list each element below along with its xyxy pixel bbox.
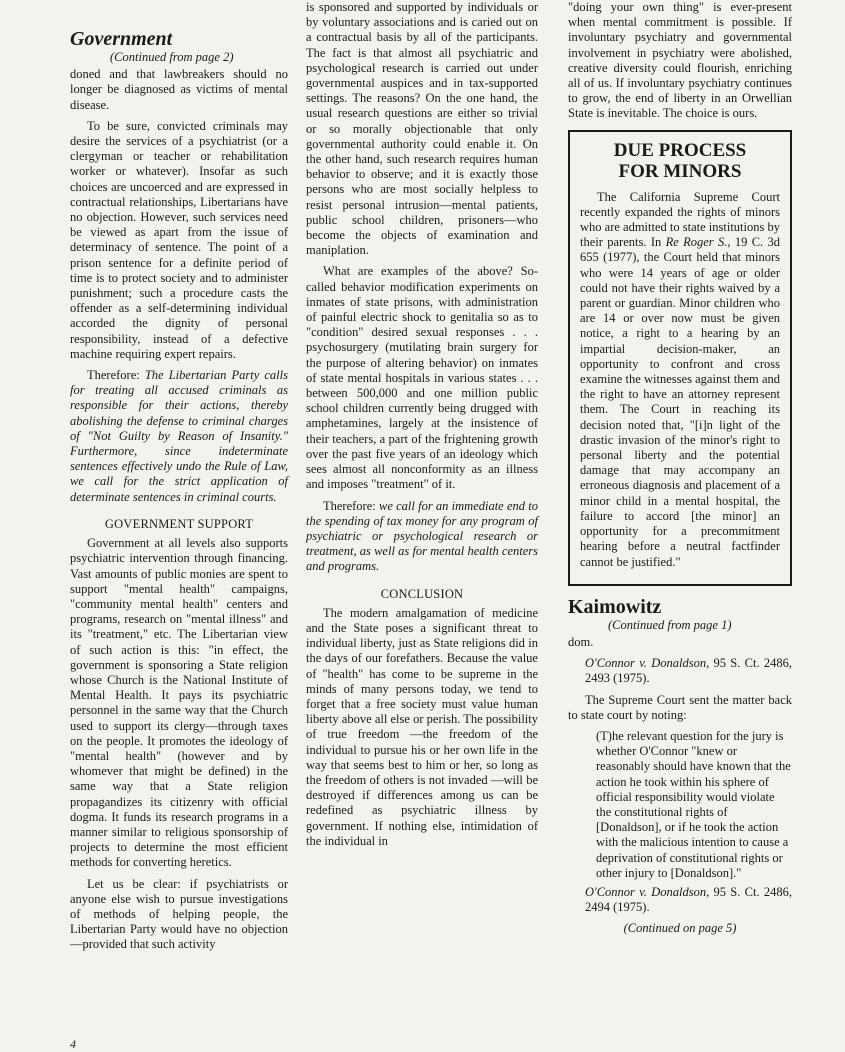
citation-text: 95 S. Ct. 2486, 2493 (1975).	[585, 656, 793, 686]
paragraph: The modern amalgamation of medicine and the State poses a significant threat to individual liberty, just as State religions did in the days of our forefathers. Because the value of "health" has come to be supreme in the minds of many persons today, we tend to forget that a free society must value human liberty above all else or perish. The possibility of true freedom —the freedom of the individual to pursue his or her own life in the way that seems best to him or her, so long as the freedom of others is not invaded —will be destroyed if differences among us can be redefined as psychiatric illness by government. If nothing else, intimidation of the individual in	[306, 605, 538, 848]
case-name: Re Roger S.,	[665, 235, 731, 250]
citation	[568, 885, 792, 915]
box-text: The California Supreme Court recently expanded the rights of minors who are admitted to state institutions by their parents. In	[580, 189, 780, 250]
sidebar-box-due-process	[568, 130, 792, 586]
paragraph: is sponsored and supported by individuals or by voluntary associations and is caried out on a contractual basis by all of the participants. The fact is that almost all psychiatric and psychological research is carried out under governmental auspices and in tax-supported settings. The reasons? On the one hand, the usual research questions are either so trivial or so morally objectionable that only governmental authority could enable it. On the other hand, such research requires human behavior to observe; and it is exactly those persons who are most socially helpless to resist personal intrusion—mental patients, public school children, prisoners—who become the objects of examination and maniplation.	[306, 0, 538, 258]
page-number: 4	[70, 1037, 76, 1051]
block-quote: (T)he relevant question for the jury is whether O'Connor "knew or reasonably should have known that the action he took within his sphere of official responsibility would violate the constitutional rights of [Donaldson], or if he took the action with the malicious intention to cause a deprivation of constitutional rights or other injury to [Donaldson]."	[596, 728, 791, 880]
section-heading-kaimowitz: Kaimowitz	[568, 595, 662, 618]
paragraph: The Supreme Court sent the matter back to state court by noting:	[568, 692, 792, 722]
paragraph: What are examples of the above? So-called behavior modification experiments on inmates of state prisons, with administration of painful electric shock to genitalia so as to "condition" desired sexual responses . . . psychosurgery (mutilating brain surgery for the purpose of altering behavior) on inmates of state mental hospitals in various states . . . between 500,000 and one million public school children currently being drugged with amphetamines, largely at the insistence of their teachers, a part of the frightening growth over the past five years of an ideology which sees almost all nonconformity as an illness and imposes "treatment" of it.	[306, 264, 538, 492]
paragraph: doned and that lawbreakers should no longer be diagnosed as victims of mental disease.	[70, 67, 288, 112]
resolution-paragraph	[306, 499, 538, 575]
paragraph: Let us be clear: if psychiatrists or anyone else wish to pursue investigations of methods of helping people, the Libertarian Party would have no objection—provided that such activity	[70, 876, 288, 952]
box-title-line-2: FOR MINORS	[618, 160, 742, 182]
box-paragraph	[580, 190, 780, 570]
citation-text: 95 S. Ct. 2486, 2494 (1975).	[585, 884, 793, 915]
resolution-text: we call for an immediate end to the spending of tax money for any program of psychiatric or psychological research or treatment, as well as for mental health centers and programs.	[306, 498, 538, 574]
therefore-lead: Therefore:	[87, 368, 145, 383]
paragraph: "doing your own thing" is ever-present when mental commitment is possible. If involuntary psychiatry and governmental involvement in psychiatry were abolished, creative diversity could flourish, enriching all of us. If involuntary psychiatry continues to grow, the end of liberty in an Orwellian State is inevitable. The choice is ours.	[568, 0, 792, 121]
subheading-government-support: GOVERNMENT SUPPORT	[104, 516, 254, 531]
case-name: O'Connor v. Donaldson,	[585, 656, 710, 671]
section-heading-government: Government	[70, 28, 173, 50]
continued-from-note: (Continued from page 2)	[110, 50, 234, 64]
paragraph: dom.	[568, 634, 594, 649]
box-title-line-1: DUE PROCESS	[613, 139, 747, 161]
box-text: 19 C. 3d 655 (1977), the Court held that minors who were 14 years of age or older could not have their rights waived by a parent or guardian. Minor children who are 14 or over now must be given notice, a right to a hearing by an impartial decision-maker, an opportunity to confront and cross examine the witnesses against them and the right to have an attorney represent them. The Court in reaching its decision noted that, "[i]n light of the drastic invasion of the minor's right to personal liberty and the potential damage that may accompany an erroneous diagnosis and placement of a minor child in a mental hospital, the failure to accord [the minor] an opportunity for a precommitment hearing before a neutral factfinder cannot be justified."	[580, 235, 780, 569]
citation	[568, 656, 792, 686]
resolution-paragraph	[70, 368, 288, 505]
paragraph: To be sure, convicted criminals may desire the services of a psychiatrist (or a clergyman or teacher or rehabilitation worker or whatever). Insofar as such choices are uncoerced and are expressed in contractual relationships, Libertarians have no objection. However, such services need be viewed as apart from the issue of determinacy of sentence. The point of a prison sentence for a definite period of time is to protect society and to administer punishment; such a procedure casts the offender as a self-determining individual accorded the dignity of personal responsibility, instead of a defective machine requiring expert repairs.	[70, 118, 288, 361]
resolution-text: The Libertarian Party calls for treating all accused criminals as responsible for their actions, thereby abolishing the defense to criminal charges of "Not Guilty by Reason of Insanity." Furthermore, since indeterminate sentences effectively undo the Rule of Law, we call for the strict application of determinate sentences in criminal courts.	[70, 368, 288, 504]
continued-on-note: (Continued on page 5)	[623, 921, 737, 936]
box-title	[580, 140, 780, 182]
paragraph: Government at all levels also supports psychiatric intervention through financing. Vast amounts of public monies are spent to support "mental health" campaigns, "community mental health" centers and programs, research on "mental illness" and its "treatment," etc. The Libertarian view of such action is this: "in effect, the government is sponsoring a State religion whose Church is the National Institute of Mental Health. It pays its psychiatric personnel in the same way that the Church used to support its clergy—through taxes on the people. It promotes the ideology of "mental health" (however and by whomever that might be defined) in the same way that a State religion propagandizes its citizenry with official dogma. It funds its research programs in a manner similar to religious sponsorship of projects to determine the most efficient methods for converting heretics.	[70, 536, 288, 870]
column-3	[568, 0, 792, 937]
column-1	[70, 28, 288, 959]
subheading-conclusion: CONCLUSION	[380, 586, 464, 601]
therefore-lead: Therefore:	[323, 498, 379, 513]
column-2	[306, 0, 538, 855]
case-name: O'Connor v. Donaldson,	[585, 884, 710, 899]
continued-from-note: (Continued from page 1)	[608, 617, 732, 632]
